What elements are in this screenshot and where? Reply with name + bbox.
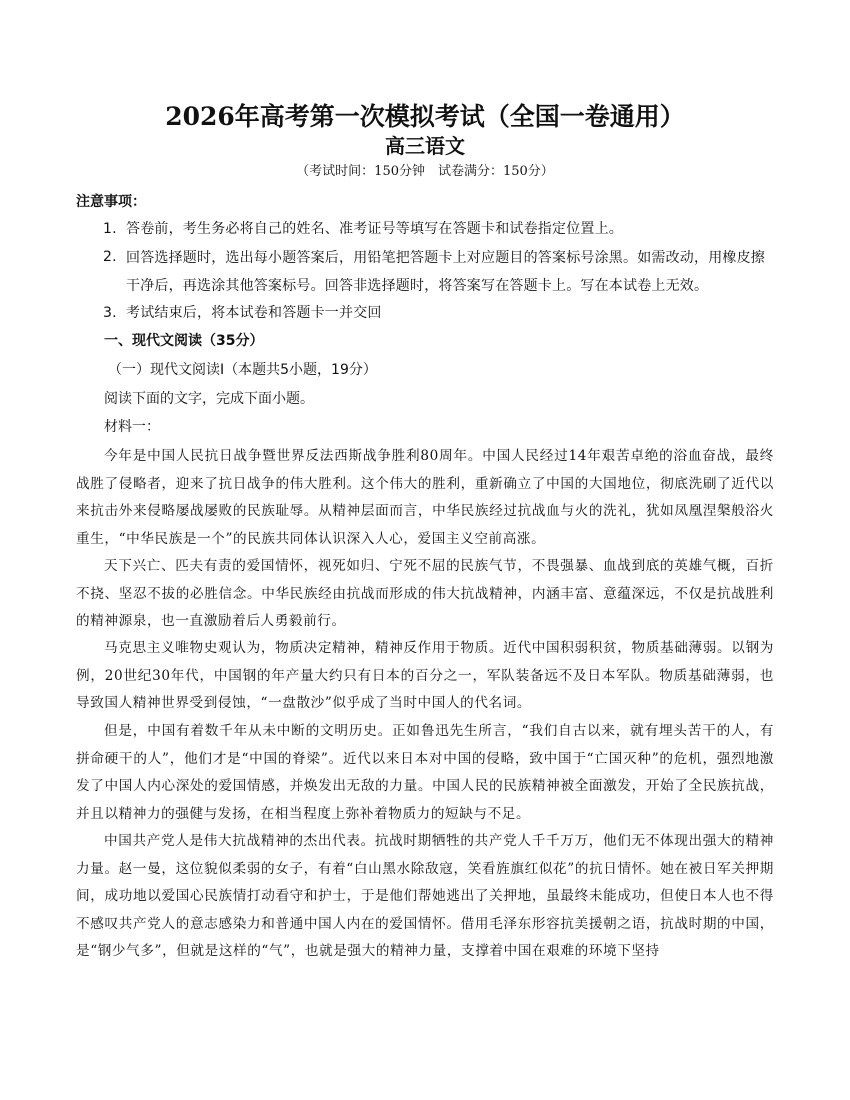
notice-item-text: 考试结束后，将本试卷和答题卡一并交回 <box>126 305 382 321</box>
passage-paragraph: 天下兴亡、匹夫有责的爱国情怀，视死如归、宁死不屈的民族气节，不畏强暴、血战到底的英雄气概，百折不挠、坚忍不拔的必胜信念。中华民族经由抗战而形成的伟大抗战精神，内涵丰富、意蕴深远，不仅是抗战胜利的精神源泉，也一直激励着后人勇毅前行。 <box>76 558 774 629</box>
passage-paragraph: 但是，中国有着数千年从未中断的文明历史。正如鲁迅先生所言，“我们自古以来，就有埋头苦干的人，有拼命硬干的人”，他们才是“中国的脊梁”。近代以来日本对中国的侵略，致中国于“亡国灭种”的危机，强烈地激发了中国人内心深处的爱国情感，并焕发出无敌的力量。中国人民的民族精神被全面激发，开始了全民族抗战，并且以精神力的强健与发扬，在相当程度上弥补着物质力的短缺与不足。 <box>76 723 774 822</box>
material-label: 材料一： <box>104 419 160 435</box>
notice-item <box>103 216 773 243</box>
subsection-heading: （一）现代文阅读Ⅰ（本题共5小题，19分） <box>108 362 377 378</box>
passage-paragraph: 今年是中国人民抗日战争暨世界反法西斯战争胜利80周年。中国人民经过14年艰苦卓绝的浴血奋战，最终战胜了侵略者，迎来了抗日战争的伟大胜利。这个伟大的胜利，重新确立了中国的大国地位，彻底洗刷了近代以来抗击外来侵略屡战屡败的民族耻辱。从精神层面而言，中华民族经过抗战血与火的洗礼，犹如凤凰涅槃般浴火重生，“中华民族是一个”的民族共同体认识深入人心，爱国主义空前高涨。 <box>76 448 774 547</box>
exam-title: 2026年高考第一次模拟考试（全国一卷通用） <box>165 102 685 131</box>
notice-item-text: 答卷前，考生务必将自己的姓名、准考证号等填写在答题卡和试卷指定位置上。 <box>126 221 623 237</box>
exam-subject: 高三语文 <box>385 134 465 158</box>
notice-item-text: 回答选择题时，选出每小题答案后，用铅笔把答题卡上对应题目的答案标号涂黑。如需改动，用橡皮擦干净后，再选涂其他答案标号。回答非选择题时，将答案写在答题卡上。写在本试卷上无效。 <box>126 250 765 294</box>
notice-item <box>103 300 773 327</box>
section-heading: 一、现代文阅读（35分） <box>104 333 264 349</box>
exam-time-score: （考试时间：150分钟 试卷满分：150分） <box>296 164 554 179</box>
notice-item-number: 2. <box>103 249 117 265</box>
notice-item-number: 1. <box>103 221 117 237</box>
passage-paragraph: 中国共产党人是伟大抗战精神的杰出代表。抗战时期牺牲的共产党人千千万万，他们无不体现出强大的精神力量。赵一曼，这位貌似柔弱的女子，有着“白山黑水除敌寇，笑看旌旗红似花”的抗日情怀。她在被日军关押期间，成功地以爱国心民族情打动看守和护士，于是他们帮她逃出了关押地，虽最终未能成功，但使日本人也不得不感叹共产党人的意志感染力和普通中国人内在的爱国情怀。借用毛泽东形容抗美援朝之语，抗战时期的中国，是“钢少气多”，但就是这样的“气”，也就是强大的精神力量，支撑着中国在艰难的环境下坚持 <box>76 833 774 959</box>
passage-paragraph: 马克思主义唯物史观认为，物质决定精神，精神反作用于物质。近代中国积弱积贫，物质基础薄弱。以钢为例，20世纪30年代，中国钢的年产量大约只有日本的百分之一，军队装备远不及日本军队。物质基础薄弱，也导致国人精神世界受到侵蚀，“一盘散沙”似乎成了当时中国人的代名词。 <box>76 640 774 711</box>
notice-item <box>103 244 773 300</box>
reading-instruction: 阅读下面的文字，完成下面小题。 <box>104 391 314 407</box>
notice-item-number: 3. <box>103 305 117 321</box>
notice-heading: 注意事项： <box>76 194 146 210</box>
